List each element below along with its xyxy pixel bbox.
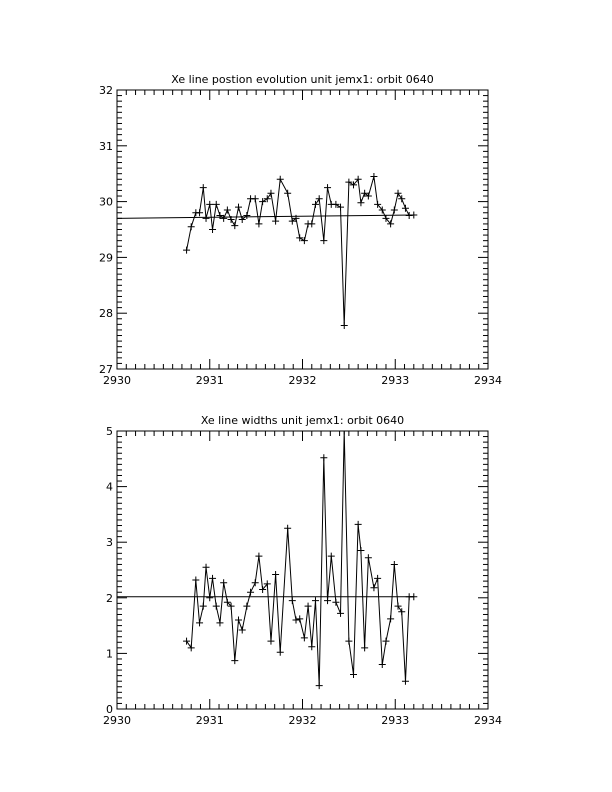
data-point (350, 671, 357, 678)
data-point (398, 195, 405, 202)
data-point (224, 206, 231, 213)
x-tick-label: 2932 (288, 714, 317, 727)
data-point (231, 222, 238, 229)
data-point (255, 220, 262, 227)
x-tick-label: 2931 (195, 374, 224, 387)
data-point (341, 428, 348, 435)
width-chart (103, 414, 502, 727)
position-chart (99, 73, 502, 387)
data-point (402, 205, 409, 212)
data-point (341, 322, 348, 329)
data-point (406, 212, 413, 219)
data-point (200, 184, 207, 191)
data-point (206, 594, 213, 601)
data-point (410, 593, 417, 600)
data-point (324, 184, 331, 191)
data-point (252, 579, 259, 586)
y-tick-label: 31 (99, 139, 113, 153)
data-point (267, 638, 274, 645)
data-point (277, 176, 284, 183)
plot-frame (117, 90, 488, 369)
data-point (305, 603, 312, 610)
data-point (370, 584, 377, 591)
data-point (316, 195, 323, 202)
y-tick-label: 2 (106, 591, 113, 605)
data-point (206, 201, 213, 208)
series-line (187, 431, 414, 686)
series-line (187, 177, 414, 326)
data-point (235, 617, 242, 624)
data-point (337, 610, 344, 617)
y-tick-label: 5 (106, 425, 113, 438)
y-tick-label: 0 (106, 703, 113, 716)
data-point (235, 204, 242, 211)
data-point (209, 226, 216, 233)
data-point (355, 521, 362, 528)
data-point (402, 678, 409, 685)
data-point (289, 597, 296, 604)
data-point (320, 454, 327, 461)
y-tick-label: 27 (99, 363, 113, 376)
data-point (370, 173, 377, 180)
y-tick-label: 1 (106, 647, 113, 661)
data-point (203, 564, 210, 571)
data-point (188, 223, 195, 230)
data-point (320, 237, 327, 244)
data-point (382, 638, 389, 645)
data-point (272, 218, 279, 225)
data-point (231, 657, 238, 664)
data-point (196, 619, 203, 626)
x-tick-label: 2934 (474, 374, 502, 387)
data-point (361, 644, 368, 651)
data-point (395, 190, 402, 197)
plot-frame (117, 431, 488, 709)
data-point (365, 554, 372, 561)
x-tick-label: 2933 (381, 374, 410, 387)
y-tick-label: 4 (106, 480, 113, 494)
chart-title: Xe line widths unit jemx1: orbit 0640 (200, 414, 405, 427)
data-point (357, 199, 364, 206)
data-point (374, 575, 381, 582)
data-point (296, 615, 303, 622)
data-point (398, 608, 405, 615)
data-point (239, 627, 246, 634)
data-point (308, 220, 315, 227)
reference-line (117, 215, 414, 218)
data-point (247, 589, 254, 596)
data-point (209, 575, 216, 582)
data-point (216, 619, 223, 626)
data-point (308, 643, 315, 650)
data-point (357, 547, 364, 554)
x-tick-label: 2930 (103, 714, 131, 727)
y-tick-label: 29 (99, 251, 113, 265)
data-point (284, 190, 291, 197)
data-point (220, 579, 227, 586)
data-point (255, 553, 262, 560)
x-tick-label: 2932 (288, 374, 317, 387)
data-point (188, 644, 195, 651)
data-point (196, 209, 203, 216)
data-point (183, 247, 190, 254)
data-point (387, 615, 394, 622)
x-tick-label: 2930 (103, 374, 131, 387)
data-point (410, 211, 417, 218)
data-point (192, 577, 199, 584)
data-point (391, 206, 398, 213)
data-point (284, 525, 291, 532)
data-point (312, 597, 319, 604)
data-point (213, 201, 220, 208)
data-point (200, 603, 207, 610)
data-point (312, 201, 319, 208)
data-point (267, 190, 274, 197)
chart-title: Xe line postion evolution unit jemx1: orbit 0640 (171, 73, 434, 86)
data-point (395, 603, 402, 610)
y-tick-label: 28 (99, 307, 113, 321)
data-point (332, 599, 339, 606)
x-tick-label: 2931 (195, 714, 224, 727)
data-point (243, 603, 250, 610)
data-point (328, 553, 335, 560)
data-point (272, 571, 279, 578)
data-point (324, 597, 331, 604)
data-point (293, 617, 300, 624)
data-point (203, 215, 210, 222)
x-tick-label: 2933 (381, 714, 410, 727)
data-point (345, 638, 352, 645)
y-tick-label: 30 (99, 195, 113, 209)
data-point (277, 649, 284, 656)
data-point (213, 603, 220, 610)
data-point (379, 661, 386, 668)
y-tick-label: 3 (106, 536, 113, 550)
data-point (316, 682, 323, 689)
y-tick-label: 32 (99, 84, 113, 97)
data-point (183, 638, 190, 645)
data-point (301, 634, 308, 641)
data-point (252, 195, 259, 202)
data-point (391, 561, 398, 568)
x-tick-label: 2934 (474, 714, 502, 727)
